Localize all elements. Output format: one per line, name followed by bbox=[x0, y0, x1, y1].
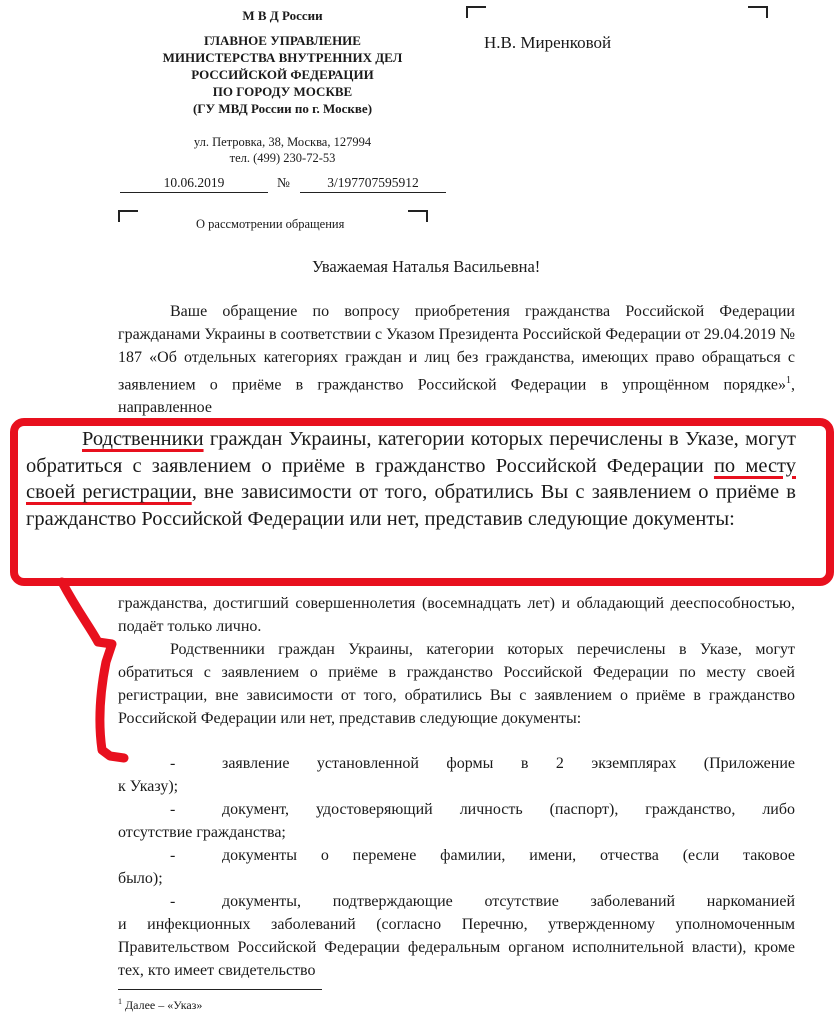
corner-mark bbox=[748, 6, 768, 18]
corner-mark bbox=[408, 210, 428, 222]
department-name bbox=[120, 32, 445, 117]
list-item-first-line: документы, подтверждающие отсутствие заболеваний наркоманией bbox=[222, 893, 795, 910]
callout-text bbox=[26, 426, 796, 532]
red-bracket-connector bbox=[50, 572, 130, 772]
department-line: ГЛАВНОЕ УПРАВЛЕНИЕ bbox=[204, 33, 361, 48]
footnote-separator bbox=[118, 989, 322, 990]
address: ул. Петровка, 38, Москва, 127994 bbox=[193, 135, 372, 149]
footnote-mark: 1 bbox=[118, 997, 122, 1006]
number-sign: № bbox=[277, 175, 290, 190]
callout-phrase-registration: по месту своей регистрации bbox=[26, 454, 796, 503]
list-item-first-line: документ, удостоверяющий личность (паспорт), гражданство, либо bbox=[222, 801, 795, 818]
recipient-name: Н.В. Миренковой bbox=[484, 33, 612, 52]
list-item-rest: к Указу); bbox=[118, 778, 179, 795]
list-item bbox=[118, 890, 795, 982]
paragraph-intro-text: Ваше обращение по вопросу приобретения гражданства Российской Федерации гражданами Украины в соответствии с Указом Президента Российской Федерации от 29.04.2019 № 187 «Об отдельных категориях граждан и лиц без гражданства, имеющих право обращаться с заявлением о приёме в гражданство Российской Федерации в упрощённом порядке» bbox=[118, 303, 795, 394]
list-dash: - bbox=[170, 755, 176, 772]
list-item bbox=[118, 752, 795, 798]
list-item-rest: отсутствие гражданства; bbox=[118, 824, 286, 841]
paragraph-personal-filing: гражданства, достигший совершеннолетия (восемнадцать лет) и обладающий дееспособностью, подаёт только лично. bbox=[118, 595, 795, 635]
letter-number: 3/197707595912 bbox=[300, 174, 446, 193]
footnote-text: Далее – «Указ» bbox=[122, 998, 203, 1012]
paragraph-intro bbox=[118, 300, 795, 419]
footnote-ref: 1 bbox=[786, 375, 791, 386]
corner-mark bbox=[466, 6, 486, 18]
letter-date: 10.06.2019 bbox=[120, 174, 268, 193]
list-dash: - bbox=[170, 847, 176, 864]
list-item-rest: было); bbox=[118, 870, 163, 887]
red-bracket-line bbox=[62, 582, 124, 758]
paragraph-relatives: Родственники граждан Украины, категории которых перечислены в Указе, могут обратиться с заявлением о приёме в гражданство Российской Федерации по месту своей регистрации, вне зависимости от того, обратились Вы с заявлением о приёме в гражданство Российской Федерации или нет, представив следующие документы: bbox=[118, 641, 795, 727]
list-item bbox=[118, 798, 795, 844]
ministry-title: М В Д России bbox=[242, 8, 323, 23]
department-line: РОССИЙСКОЙ ФЕДЕРАЦИИ bbox=[191, 67, 374, 82]
salutation: Уважаемая Наталья Васильевна! bbox=[312, 257, 541, 276]
department-line: МИНИСТЕРСТВА ВНУТРЕННИХ ДЕЛ bbox=[162, 50, 403, 65]
list-item bbox=[118, 844, 795, 890]
list-dash: - bbox=[170, 801, 176, 818]
callout-text-a: граждан Украины, категории которых перечислены в Указе, могут обратиться с заявлением о приёме в гражданство Российской Федерации bbox=[26, 428, 796, 477]
department-line: (ГУ МВД России по г. Москве) bbox=[192, 101, 373, 116]
department-line: ПО ГОРОДУ МОСКВЕ bbox=[212, 84, 353, 99]
phone: тел. (499) 230-72-53 bbox=[229, 151, 336, 165]
list-dash: - bbox=[170, 893, 176, 910]
callout-text-b: , вне зависимости от того, обратились Вы с заявлением о приёме в гражданство Российской Федерации или нет, представив следующие документы: bbox=[26, 481, 796, 530]
list-item-rest: и инфекционных заболеваний (согласно Перечню, утвержденному уполномоченным Правительством Российской Федерации федеральным органом исполнительной власти), кроме тех, кто имеет свидетельство bbox=[118, 916, 795, 979]
footnote bbox=[118, 997, 202, 1013]
paragraph-intro-tail: , направленное bbox=[118, 376, 795, 417]
callout-word-relatives: Родственники bbox=[82, 428, 204, 450]
corner-mark bbox=[118, 210, 138, 222]
list-item-first-line: заявление установленной формы в 2 экземплярах (Приложение bbox=[222, 755, 795, 772]
list-item-first-line: документы о перемене фамилии, имени, отчества (если таковое bbox=[222, 847, 795, 864]
letter-subject: О рассмотрении обращения bbox=[196, 217, 345, 231]
